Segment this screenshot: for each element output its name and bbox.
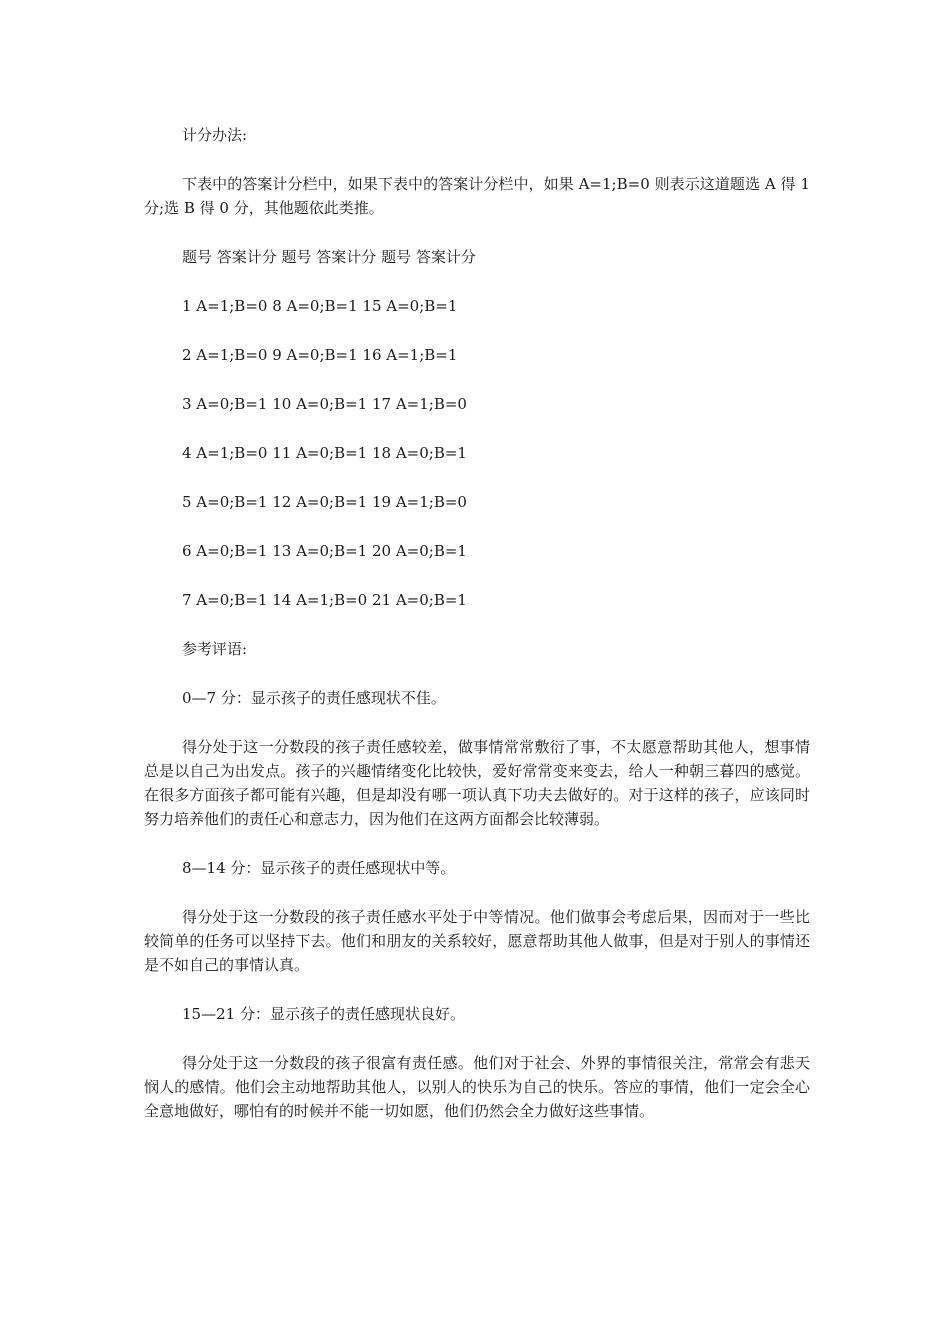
document-body bbox=[144, 123, 810, 1148]
evaluation-description-high: 得分处于这一分数段的孩子很富有责任感。他们对于社会、外界的事情很关注，常常会有悲天悯人的感情。他们会主动地帮助其他人，以别人的快乐为自己的快乐。答应的事情，他们一定会全心全意地做好，哪怕有的时候并不能一切如愿，他们仍然会全力做好这些事情。 bbox=[144, 1054, 810, 1120]
score-table-row: 6 A=0;B=1 13 A=0;B=1 20 A=0;B=1 bbox=[182, 542, 467, 560]
score-table-row: 5 A=0;B=1 12 A=0;B=1 19 A=1;B=0 bbox=[182, 493, 467, 511]
evaluation-range-low: 0—7 分：显示孩子的责任感现状不佳。 bbox=[182, 689, 446, 707]
scoring-method-instruction: 下表中的答案计分栏中，如果下表中的答案计分栏中，如果 A=1;B=0 则表示这道题选 A 得 1 分;选 B 得 0 分，其他题依此类推。 bbox=[144, 175, 810, 217]
score-table-row: 7 A=0;B=1 14 A=1;B=0 21 A=0;B=1 bbox=[182, 591, 467, 609]
score-table-header: 题号 答案计分 题号 答案计分 题号 答案计分 bbox=[182, 248, 476, 266]
evaluation-description-medium: 得分处于这一分数段的孩子责任感水平处于中等情况。他们做事会考虑后果，因而对于一些比较简单的任务可以坚持下去。他们和朋友的关系较好，愿意帮助其他人做事，但是对于别人的事情还是不如自己的事情认真。 bbox=[144, 908, 810, 974]
evaluation-range-medium: 8—14 分：显示孩子的责任感现状中等。 bbox=[182, 859, 456, 877]
score-table-row: 3 A=0;B=1 10 A=0;B=1 17 A=1;B=0 bbox=[182, 395, 467, 413]
score-table-row: 1 A=1;B=0 8 A=0;B=1 15 A=0;B=1 bbox=[182, 297, 458, 315]
score-table-row: 2 A=1;B=0 9 A=0;B=1 16 A=1;B=1 bbox=[182, 346, 458, 364]
scoring-method-heading: 计分办法: bbox=[182, 126, 248, 144]
evaluation-description-low: 得分处于这一分数段的孩子责任感较差，做事情常常敷衍了事，不太愿意帮助其他人，想事情总是以自己为出发点。孩子的兴趣情绪变化比较快，爱好常常变来变去，给人一种朝三暮四的感觉。在很多方面孩子都可能有兴趣，但是却没有哪一项认真下功夫去做好的。对于这样的孩子，应该同时努力培养他们的责任心和意志力，因为他们在这两方面都会比较薄弱。 bbox=[144, 738, 810, 828]
evaluation-range-high: 15—21 分：显示孩子的责任感现状良好。 bbox=[182, 1005, 465, 1023]
evaluation-heading: 参考评语: bbox=[182, 640, 248, 658]
score-table-row: 4 A=1;B=0 11 A=0;B=1 18 A=0;B=1 bbox=[182, 444, 467, 462]
